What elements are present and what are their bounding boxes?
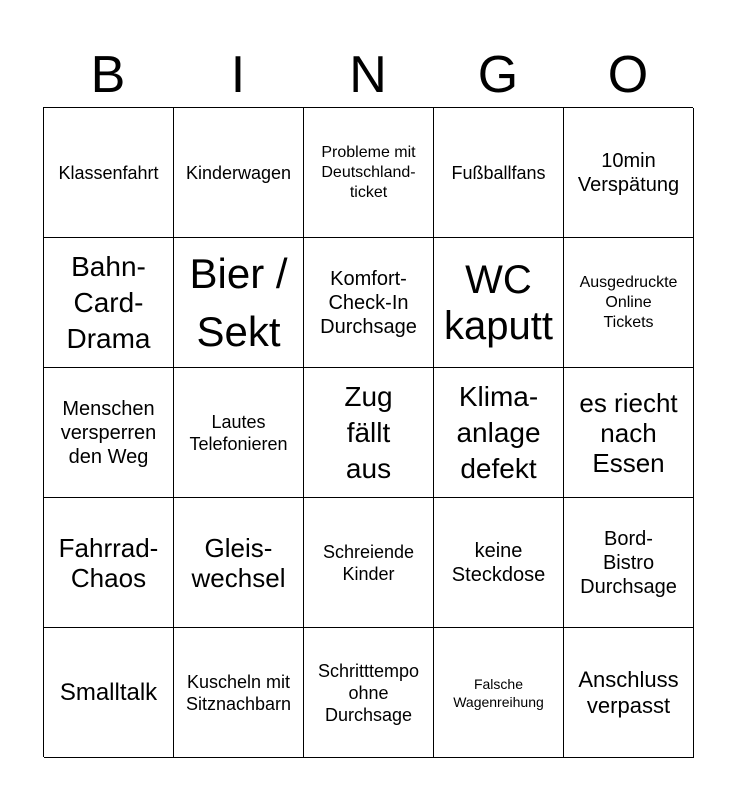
bingo-cell[interactable] [564,498,694,628]
cell-label: WC kaputt [444,257,553,348]
bingo-cell[interactable] [564,108,694,238]
bingo-cell[interactable] [44,368,174,498]
cell-label: Bord- Bistro Durchsage [580,527,677,598]
cell-label: Smalltalk [59,678,158,706]
cell-label: Probleme mit Deutschland- ticket [321,143,416,201]
cell-label: Lautes Telefonieren [189,411,288,454]
bingo-cell[interactable] [44,498,174,628]
cell-label: Schritttempo ohne Durchsage [317,660,420,725]
bingo-cell[interactable] [434,498,564,628]
cell-label: Schreiende Kinder [322,541,415,584]
cell-label: Komfort- Check-In Durchsage [320,267,417,338]
header-letter-g: G [477,46,519,104]
bingo-cell[interactable] [564,368,694,498]
cell-label: Bier / Sekt [189,249,288,355]
cell-label: Zug fällt aus [344,380,393,484]
bingo-cell[interactable] [434,628,564,758]
bingo-cell[interactable] [44,628,174,758]
bingo-cell[interactable] [564,238,694,368]
header-letter-b: B [90,46,126,104]
cell-label: Kuscheln mit Sitznachbarn [185,671,292,714]
cell-label: Gleis- wechsel [191,532,286,593]
cell-label: Klima- anlage defekt [456,380,541,484]
bingo-grid [43,107,693,757]
cell-label: es riecht nach Essen [579,387,678,478]
bingo-cell[interactable] [44,108,174,238]
cell-label: Anschluss verpasst [578,666,679,718]
bingo-cell[interactable] [564,628,694,758]
bingo-cell[interactable] [174,238,304,368]
bingo-cell[interactable] [434,368,564,498]
cell-label: Fahrrad- Chaos [58,532,159,593]
bingo-cell[interactable] [174,108,304,238]
cell-label: Falsche Wagenreihung [453,675,544,710]
bingo-cell[interactable] [304,238,434,368]
cell-label: Menschen versperren den Weg [60,397,157,468]
cell-label: Fußballfans [451,162,546,183]
bingo-cell[interactable] [44,238,174,368]
bingo-cell[interactable] [304,498,434,628]
bingo-header [43,44,693,106]
bingo-cell[interactable] [304,368,434,498]
header-letter-o: O [607,46,649,104]
bingo-cell[interactable] [174,628,304,758]
cell-label: Bahn- Card- Drama [66,250,151,354]
header-letter-i: I [230,46,246,104]
cell-label: Klassenfahrt [58,162,159,183]
cell-label: Ausgedruckte Online Tickets [579,273,678,331]
bingo-cell[interactable] [174,368,304,498]
bingo-cell[interactable] [434,108,564,238]
cell-label: 10min Verspätung [577,149,680,196]
bingo-cell[interactable] [304,628,434,758]
cell-label: Kinderwagen [185,162,292,183]
bingo-cell[interactable] [174,498,304,628]
bingo-cell[interactable] [304,108,434,238]
header-letter-n: N [349,46,387,104]
bingo-cell[interactable] [434,238,564,368]
cell-label: keine Steckdose [451,539,546,586]
